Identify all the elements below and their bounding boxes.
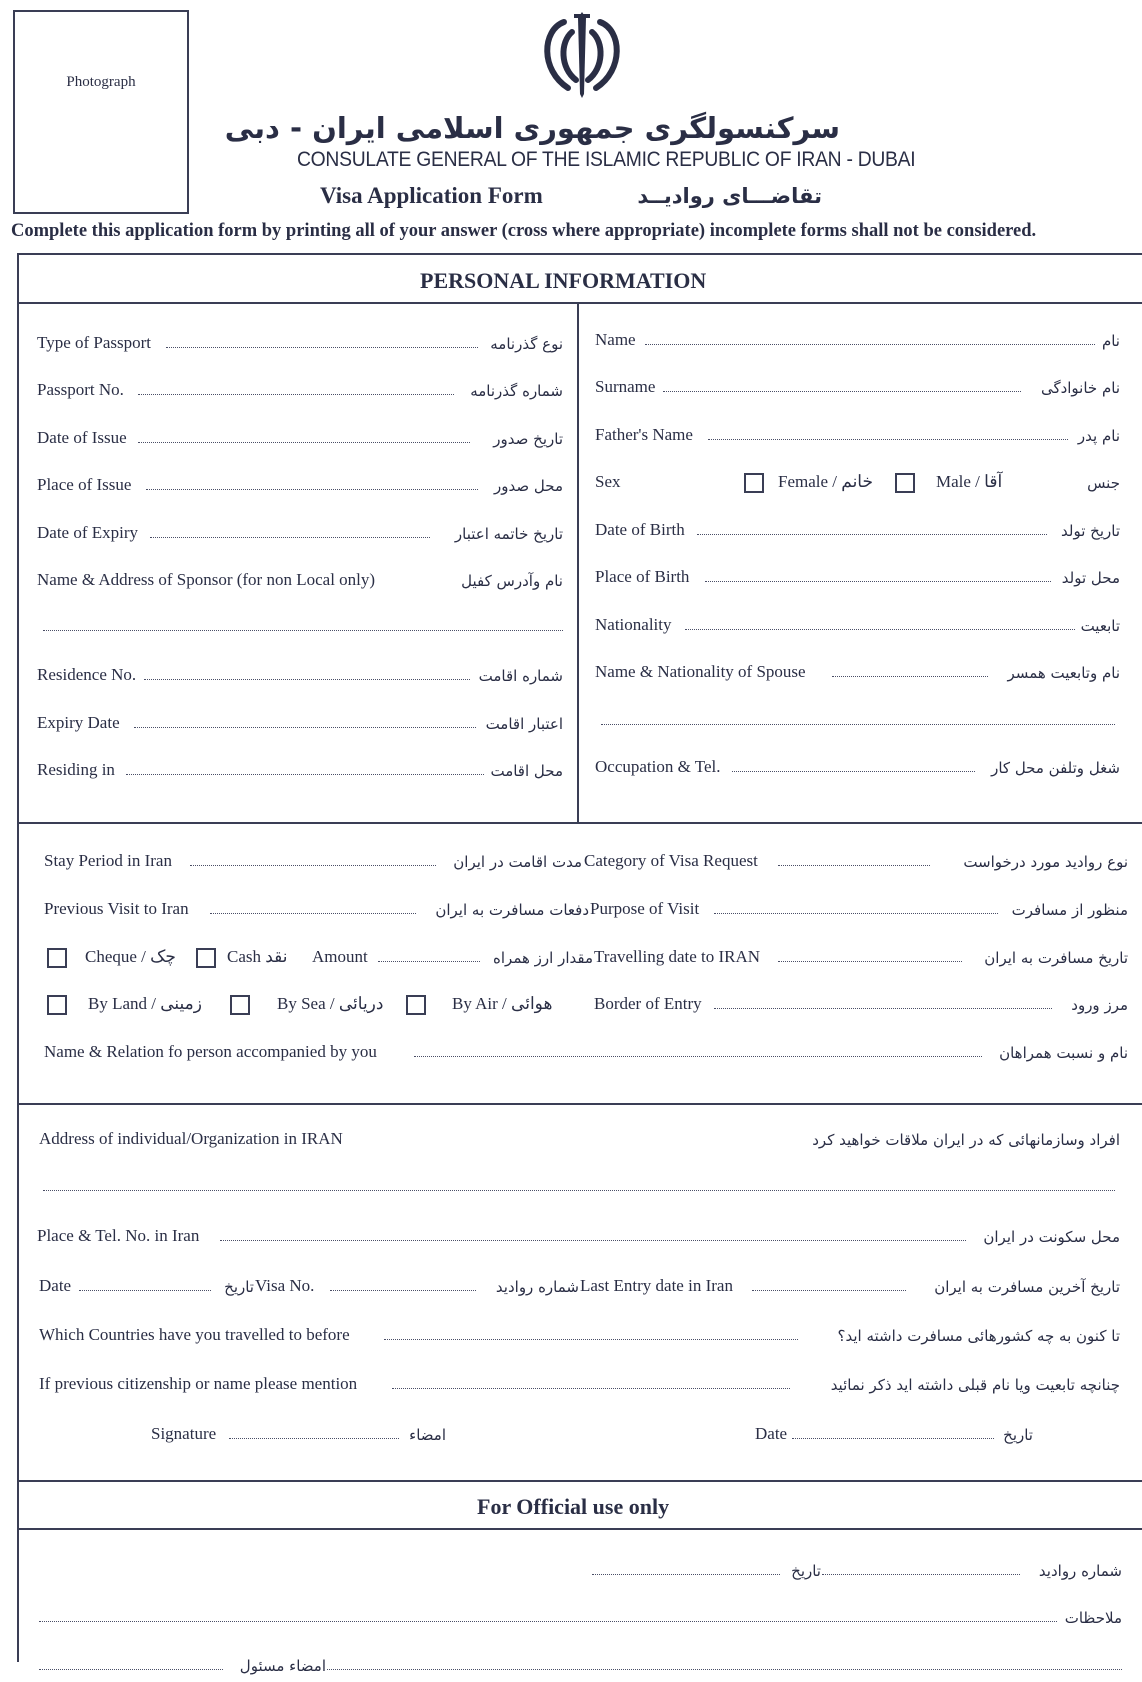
- stay-period-label-fa: مدت اقامت در ایران: [453, 853, 582, 871]
- divider: [17, 1480, 1142, 1482]
- emblem-icon: [534, 8, 630, 100]
- personal-info-heading: PERSONAL INFORMATION: [420, 268, 707, 293]
- date-label: Date: [39, 1276, 72, 1295]
- stay-period-label: Stay Period in Iran: [44, 851, 172, 870]
- sponsor-label: Name & Address of Sponsor (for non Local only): [37, 570, 376, 589]
- place-of-birth-field[interactable]: [705, 581, 1051, 582]
- official-use-heading: For Official use only: [477, 1494, 670, 1519]
- org-address-label-fa: افراد وسازمانهائی که در ایران ملاقات خواهید کرد: [812, 1131, 1120, 1149]
- last-entry-field[interactable]: [752, 1290, 906, 1291]
- sponsor-label-fa: نام وآدرس کفیل: [461, 572, 563, 590]
- companions-field[interactable]: [414, 1056, 982, 1057]
- sign-date-field[interactable]: [792, 1438, 994, 1439]
- travelling-date-label: Travelling date to IRAN: [594, 947, 761, 966]
- place-tel-label-fa: محل سکونت در ایران: [983, 1228, 1120, 1246]
- type-of-passport-field[interactable]: [166, 347, 478, 348]
- fathers-name-label-fa: نام پدر: [1077, 427, 1120, 445]
- signature-label-fa: امضاء: [409, 1426, 446, 1444]
- date-of-birth-label: Date of Birth: [595, 520, 685, 539]
- spouse-field[interactable]: [832, 676, 988, 677]
- place-of-issue-label: Place of Issue: [37, 475, 132, 494]
- divider: [17, 1528, 1142, 1530]
- passport-no-label-fa: شماره گذرنامه: [470, 382, 563, 400]
- photograph-box[interactable]: [13, 10, 189, 214]
- place-tel-label: Place & Tel. No. in Iran: [37, 1226, 200, 1245]
- visa-category-label: Category of Visa Request: [584, 851, 758, 870]
- prev-citizenship-field[interactable]: [392, 1388, 790, 1389]
- cash-label: Cash نقد: [227, 947, 288, 966]
- type-of-passport-label-fa: نوع گذرنامه: [490, 335, 563, 353]
- date-field[interactable]: [79, 1290, 211, 1291]
- countries-label-fa: تا کنون به چه کشورهائی مسافرت داشته اید؟: [837, 1327, 1120, 1345]
- official-date-field[interactable]: [592, 1574, 780, 1575]
- purpose-label-fa: منظور از مسافرت: [1011, 901, 1128, 919]
- place-of-birth-label-fa: محل تولد: [1061, 569, 1120, 587]
- column-divider: [577, 302, 579, 822]
- date-label-fa: تاریخ: [224, 1278, 254, 1296]
- last-entry-label: Last Entry date in Iran: [580, 1276, 733, 1295]
- form-title-fa: تقاضـــای روادیــد: [637, 184, 822, 208]
- prev-citizenship-label: If previous citizenship or name please mention: [39, 1374, 358, 1393]
- frame-left: [17, 253, 19, 1662]
- residence-no-label-fa: شماره اقامت: [478, 667, 563, 685]
- occupation-label: Occupation & Tel.: [595, 757, 721, 776]
- divider: [17, 822, 1142, 824]
- sex-label: Sex: [595, 472, 621, 491]
- photograph-label: Photograph: [66, 74, 136, 90]
- date-of-expiry-label: Date of Expiry: [37, 523, 139, 542]
- sex-label-fa: جنس: [1087, 474, 1120, 492]
- countries-label: Which Countries have you travelled to before: [39, 1325, 350, 1344]
- consulate-title-en: CONSULATE GENERAL OF THE ISLAMIC REPUBLIC OF IRAN - DUBAI: [297, 148, 916, 171]
- visa-no-label-fa: شماره روادید: [495, 1278, 579, 1296]
- visa-no-label: Visa No.: [255, 1276, 315, 1295]
- place-of-issue-label-fa: محل صدور: [494, 477, 563, 495]
- expiry-date-label-fa: اعتبار اقامت: [485, 715, 563, 733]
- residing-in-label-fa: محل اقامت: [490, 762, 563, 780]
- companions-label-fa: نام و نسبت همراهان: [999, 1044, 1128, 1062]
- place-of-issue-field[interactable]: [146, 489, 478, 490]
- previous-visit-field[interactable]: [210, 913, 416, 914]
- travelling-date-label-fa: تاریخ مسافرت به ایران: [984, 949, 1128, 967]
- org-address-label: Address of individual/Organization in IRAN: [39, 1129, 343, 1148]
- residence-no-field[interactable]: [144, 679, 470, 680]
- prev-citizenship-label-fa: چنانچه تابعیت ویا نام قبلی داشته اید ذکر نمائید: [830, 1376, 1120, 1394]
- remarks-field[interactable]: [39, 1621, 1057, 1622]
- place-of-birth-label: Place of Birth: [595, 567, 690, 586]
- signature-label: Signature: [151, 1424, 217, 1443]
- officer-signature-field-left[interactable]: [39, 1669, 223, 1670]
- companions-label: Name & Relation fo person accompanied by you: [44, 1042, 377, 1061]
- frame-top: [17, 253, 1142, 255]
- name-label-fa: نام: [1101, 332, 1120, 350]
- sponsor-field[interactable]: [43, 630, 563, 631]
- officer-signature-label-fa: امضاء مسئول: [239, 1657, 326, 1675]
- form-title-en: Visa Application Form: [320, 183, 543, 208]
- residence-no-label: Residence No.: [37, 665, 137, 684]
- surname-label-fa: نام خانوادگی: [1040, 379, 1120, 397]
- divider: [17, 1103, 1142, 1105]
- fathers-name-label: Father's Name: [595, 425, 693, 444]
- stay-period-field[interactable]: [190, 865, 436, 866]
- by-land-label: By Land / زمینی: [88, 994, 202, 1013]
- org-address-field[interactable]: [43, 1190, 1115, 1191]
- by-air-label: By Air / هوائی: [452, 994, 553, 1013]
- surname-field[interactable]: [663, 391, 1021, 392]
- officer-signature-field-right[interactable]: [327, 1669, 1122, 1670]
- name-label: Name: [595, 330, 636, 349]
- border-label-fa: مرز ورود: [1071, 996, 1128, 1014]
- previous-visit-label: Previous Visit to Iran: [44, 899, 189, 918]
- border-label: Border of Entry: [594, 994, 702, 1013]
- travelling-date-field[interactable]: [778, 961, 962, 962]
- date-of-expiry-field[interactable]: [150, 537, 430, 538]
- purpose-field[interactable]: [714, 913, 998, 914]
- purpose-label: Purpose of Visit: [590, 899, 700, 918]
- sign-date-label-fa: تاریخ: [1003, 1426, 1033, 1444]
- date-of-expiry-label-fa: تاریخ خاتمه اعتبار: [454, 525, 563, 543]
- spouse-label: Name & Nationality of Spouse: [595, 662, 806, 681]
- date-of-birth-label-fa: تاریخ تولد: [1061, 522, 1120, 540]
- date-of-birth-field[interactable]: [697, 534, 1047, 535]
- visa-category-field[interactable]: [778, 865, 930, 866]
- divider: [17, 302, 1142, 304]
- nationality-field[interactable]: [685, 629, 1075, 630]
- occupation-field[interactable]: [732, 771, 975, 772]
- by-sea-label: By Sea / دریائی: [277, 994, 384, 1013]
- male-checkbox[interactable]: [895, 473, 915, 493]
- type-of-passport-label: Type of Passport: [37, 333, 152, 352]
- spouse-label-fa: نام وتابعیت همسر: [1007, 664, 1120, 682]
- by-sea-checkbox[interactable]: [230, 995, 250, 1015]
- passport-no-field[interactable]: [138, 394, 454, 395]
- visa-category-label-fa: نوع روادید مورد درخواست: [963, 853, 1128, 871]
- place-tel-field[interactable]: [220, 1240, 966, 1241]
- expiry-date-label: Expiry Date: [37, 713, 120, 732]
- fathers-name-field[interactable]: [708, 439, 1068, 440]
- remarks-label-fa: ملاحظات: [1064, 1609, 1122, 1627]
- border-field[interactable]: [714, 1008, 1052, 1009]
- by-land-checkbox[interactable]: [47, 995, 67, 1015]
- previous-visit-label-fa: دفعات مسافرت به ایران: [435, 901, 589, 919]
- occupation-label-fa: شغل وتلفن محل کار: [991, 759, 1120, 777]
- expiry-date-field[interactable]: [134, 727, 476, 728]
- official-date-label-fa: تاریخ: [791, 1562, 821, 1580]
- cheque-checkbox[interactable]: [47, 948, 67, 968]
- last-entry-label-fa: تاریخ آخرین مسافرت به ایران: [934, 1278, 1120, 1296]
- date-of-issue-field[interactable]: [138, 442, 470, 443]
- amount-label: Amount: [312, 947, 368, 966]
- passport-no-label: Passport No.: [37, 380, 124, 399]
- countries-field[interactable]: [384, 1339, 798, 1340]
- date-of-issue-label: Date of Issue: [37, 428, 127, 447]
- signature-field[interactable]: [229, 1438, 399, 1439]
- by-air-checkbox[interactable]: [406, 995, 426, 1015]
- visa-number-label-fa: شماره روادید: [1038, 1562, 1122, 1580]
- residing-in-label: Residing in: [37, 760, 115, 779]
- name-field[interactable]: [645, 344, 1095, 345]
- female-label: Female / خانم: [778, 472, 873, 491]
- surname-label: Surname: [595, 377, 656, 396]
- male-label: Male / آقا: [936, 472, 1003, 491]
- date-of-issue-label-fa: تاریخ صدور: [493, 430, 563, 448]
- visa-no-field[interactable]: [330, 1290, 476, 1291]
- spouse-field-2[interactable]: [601, 724, 1115, 725]
- nationality-label-fa: تابعیت: [1080, 617, 1120, 635]
- consulate-title-fa: سرکنسولگری جمهوری اسلامی ایران - دبی: [224, 111, 840, 145]
- instructions: Complete this application form by printing all of your answer (cross where appropriate) incomplete forms shall not be considered.: [11, 221, 1037, 241]
- residing-in-field[interactable]: [126, 774, 484, 775]
- female-checkbox[interactable]: [744, 473, 764, 493]
- visa-number-field[interactable]: [822, 1574, 1020, 1575]
- amount-field[interactable]: [378, 961, 480, 962]
- cash-checkbox[interactable]: [196, 948, 216, 968]
- nationality-label: Nationality: [595, 615, 672, 634]
- sign-date-label: Date: [755, 1424, 788, 1443]
- cheque-label: Cheque / چک: [85, 947, 176, 966]
- amount-label-fa: مقدار ارز همراه: [493, 949, 593, 967]
